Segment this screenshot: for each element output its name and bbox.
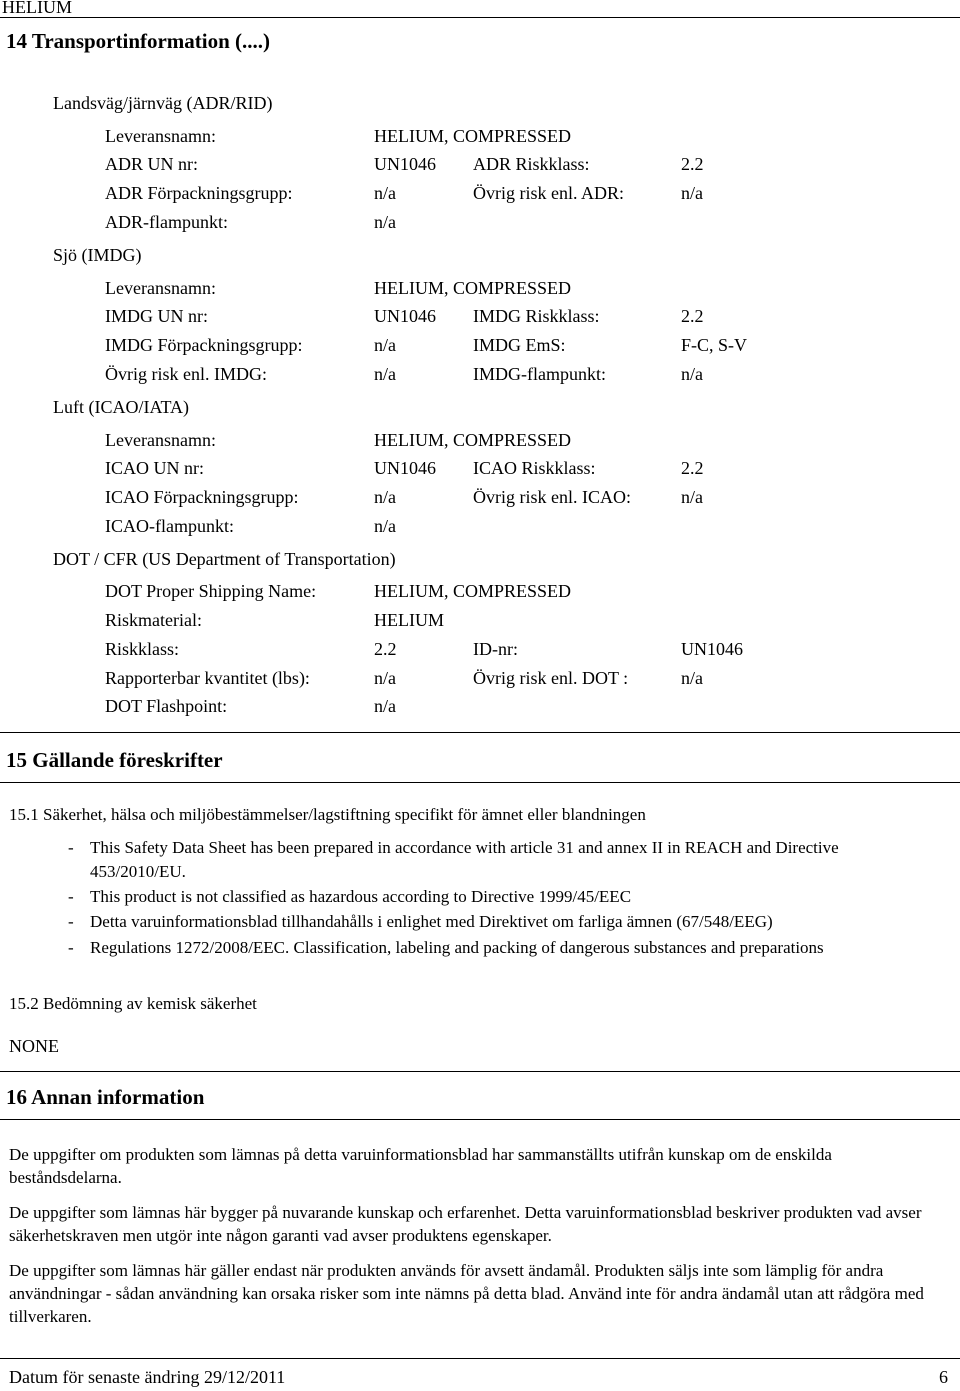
header-product-name: HELIUM: [2, 0, 72, 17]
dot-value: HELIUM, COMPRESSED: [374, 581, 572, 601]
sea-label: IMDG Förpackningsgrupp:: [105, 335, 303, 355]
dot-label: Rapporterbar kvantitet (lbs):: [105, 668, 310, 688]
info-paragraph: De uppgifter som lämnas här gäller endast när produkten används för avsett ändamål. Produkten säljs inte som lämplig för andra användningar - sådan användning kan orsaka risker som inte nämns på detta blad. Använd inte för andra ändamål utan att rådgöra med tillverkaren.: [9, 1261, 924, 1326]
road-value: UN1046: [374, 154, 436, 174]
footer-page-number: 6: [939, 1367, 948, 1387]
dot-transport-title: DOT / CFR (US Department of Transportation): [53, 549, 396, 569]
dot-label: Riskklass:: [105, 639, 180, 659]
road-value: HELIUM, COMPRESSED: [374, 126, 572, 146]
header-rule: [0, 17, 960, 18]
air-value: UN1046: [374, 458, 436, 478]
dot-label: ID-nr:: [473, 639, 518, 659]
road-label: Leveransnamn:: [105, 126, 216, 146]
dot-value: UN1046: [681, 639, 743, 659]
air-value: n/a: [374, 487, 396, 507]
dot-value: HELIUM: [374, 610, 444, 630]
air-label: ICAO-flampunkt:: [105, 516, 234, 536]
dot-value: n/a: [374, 668, 396, 688]
section-rule: [0, 1119, 960, 1120]
air-label: ICAO UN nr:: [105, 458, 204, 478]
footer-revision-date: Datum för senaste ändring 29/12/2011: [9, 1367, 286, 1387]
footer-rule: [0, 1358, 960, 1359]
sea-label: IMDG-flampunkt:: [473, 364, 606, 384]
air-value: n/a: [374, 516, 396, 536]
dot-value: n/a: [374, 696, 396, 716]
regulation-bullet: This product is not classified as hazardous according to Directive 1999/45/EEC: [90, 887, 632, 906]
air-transport-title: Luft (ICAO/IATA): [53, 397, 190, 417]
info-paragraph: De uppgifter som lämnas här bygger på nuvarande kunskap och erfarenhet. Detta varuinformationsblad beskriver produkten vad avser säkerhetskraven men utgör inte någon garanti vad avser produktens egenskaper.: [9, 1203, 922, 1245]
sea-label: IMDG Riskklass:: [473, 306, 600, 326]
sea-value: n/a: [374, 364, 396, 384]
chemical-safety-assessment-value: NONE: [9, 1036, 59, 1056]
road-label: ADR-flampunkt:: [105, 212, 228, 232]
sea-value: F-C, S-V: [681, 335, 748, 355]
sea-value: UN1046: [374, 306, 436, 326]
air-value: 2.2: [681, 458, 704, 478]
road-value: 2.2: [681, 154, 704, 174]
subsection-15-1-title: 15.1 Säkerhet, hälsa och miljöbestämmelser/lagstiftning specifikt för ämnet eller blandningen: [9, 805, 646, 824]
dot-label: DOT Flashpoint:: [105, 696, 228, 716]
dot-label: DOT Proper Shipping Name:: [105, 581, 317, 601]
regulation-bullet: This Safety Data Sheet has been prepared in accordance with article 31 and annex II in REACH and Directive 453/2010/EU.: [90, 838, 839, 881]
air-value: n/a: [681, 487, 703, 507]
sea-label: Leveransnamn:: [105, 278, 216, 298]
sea-value: HELIUM, COMPRESSED: [374, 278, 572, 298]
bullet-dash: -: [68, 938, 74, 957]
sea-value: n/a: [681, 364, 703, 384]
dot-value: n/a: [681, 668, 703, 688]
section-14-heading: 14 Transportinformation (....): [6, 29, 271, 53]
air-label: Övrig risk enl. ICAO:: [473, 487, 631, 507]
bullet-dash: -: [68, 838, 74, 857]
road-label: Övrig risk enl. ADR:: [473, 183, 624, 203]
road-label: ADR Riskklass:: [473, 154, 590, 174]
air-label: ICAO Riskklass:: [473, 458, 596, 478]
sea-value: n/a: [374, 335, 396, 355]
sea-value: 2.2: [681, 306, 704, 326]
sea-label: IMDG UN nr:: [105, 306, 208, 326]
air-value: HELIUM, COMPRESSED: [374, 430, 572, 450]
road-value: n/a: [374, 183, 396, 203]
road-label: ADR Förpackningsgrupp:: [105, 183, 293, 203]
dot-label: Övrig risk enl. DOT :: [473, 668, 629, 688]
section-rule: [0, 732, 960, 733]
sea-label: Övrig risk enl. IMDG:: [105, 364, 267, 384]
dot-value: 2.2: [374, 639, 397, 659]
regulation-bullet: Regulations 1272/2008/EEC. Classification, labeling and packing of dangerous substances and preparations: [90, 938, 824, 957]
section-rule: [0, 1071, 960, 1072]
road-label: ADR UN nr:: [105, 154, 198, 174]
bullet-dash: -: [68, 887, 74, 906]
sea-transport-title: Sjö (IMDG): [53, 245, 142, 265]
info-paragraph: De uppgifter om produkten som lämnas på detta varuinformationsblad har sammanställts utifrån kunskap om de enskilda beståndsdelarna.: [9, 1145, 832, 1187]
sea-label: IMDG EmS:: [473, 335, 566, 355]
section-16-heading: 16 Annan information: [6, 1085, 205, 1109]
road-value: n/a: [681, 183, 703, 203]
air-label: Leveransnamn:: [105, 430, 216, 450]
air-label: ICAO Förpackningsgrupp:: [105, 487, 299, 507]
subsection-15-2-title: 15.2 Bedömning av kemisk säkerhet: [9, 994, 257, 1013]
bullet-dash: -: [68, 912, 74, 931]
road-value: n/a: [374, 212, 396, 232]
section-15-heading: 15 Gällande föreskrifter: [6, 748, 223, 772]
dot-label: Riskmaterial:: [105, 610, 202, 630]
road-transport-title: Landsväg/järnväg (ADR/RID): [53, 93, 273, 113]
section-rule: [0, 782, 960, 783]
regulation-bullet: Detta varuinformationsblad tillhandahålls i enlighet med Direktivet om farliga ämnen (67/548/EEG): [90, 912, 773, 931]
